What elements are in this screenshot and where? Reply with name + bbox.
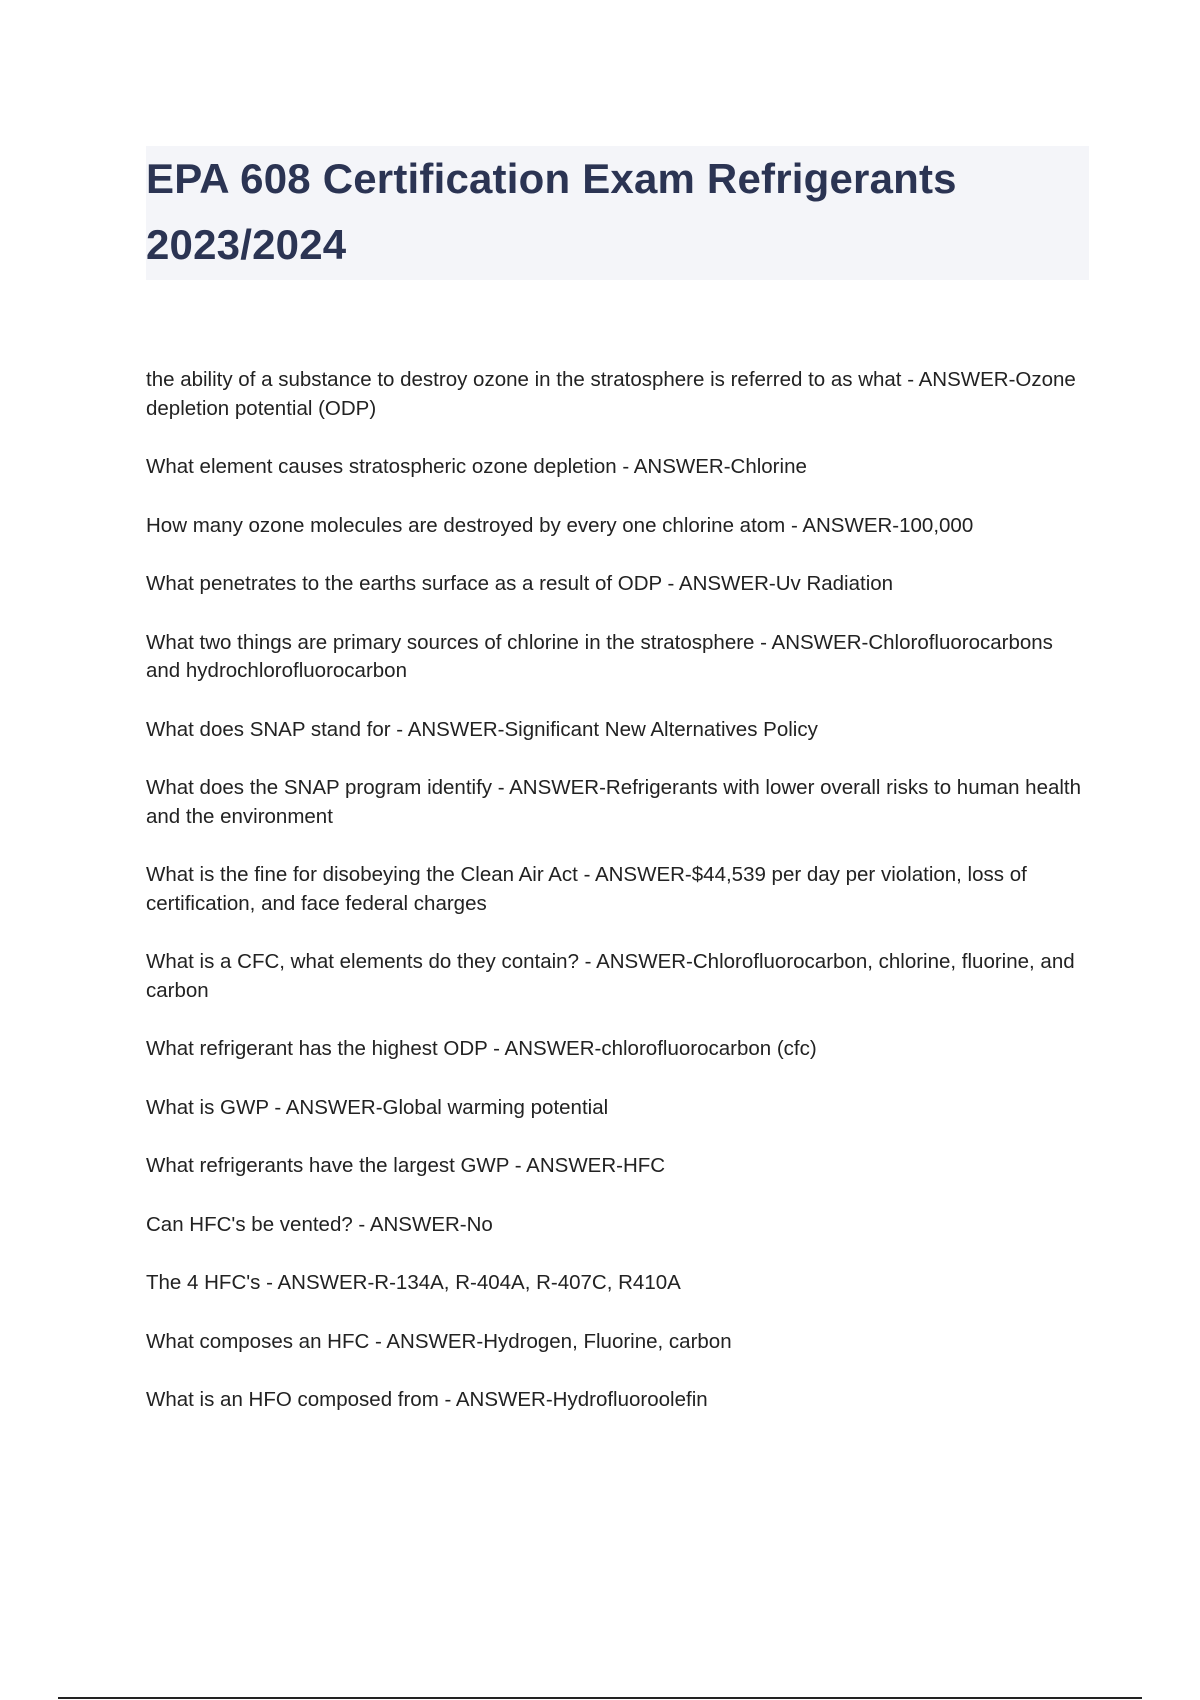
qa-item: What is an HFO composed from - ANSWER-Hydrofluoroolefin (146, 1388, 708, 1411)
qa-item: What refrigerants have the largest GWP - ANSWER-HFC (146, 1154, 666, 1177)
qa-item: What does SNAP stand for - ANSWER-Significant New Alternatives Policy (146, 717, 818, 741)
qa-item: What is a CFC, what elements do they contain? - ANSWER-Chlorofluorocarbon, chlorine, fluorine, and carbon (146, 950, 1075, 1002)
page-title: EPA 608 Certification Exam Refrigerants 2023/2024 (146, 155, 957, 268)
qa-item: What composes an HFC - ANSWER-Hydrogen, Fluorine, carbon (146, 1329, 732, 1353)
title-banner (146, 146, 1089, 280)
qa-item: What refrigerant has the highest ODP - ANSWER-chlorofluorocarbon (cfc) (146, 1037, 817, 1060)
qa-item: What element causes stratospheric ozone depletion - ANSWER-Chlorine (146, 455, 807, 478)
qa-item: The 4 HFC's - ANSWER-R-134A, R-404A, R-407C, R410A (146, 1271, 681, 1294)
qa-item: the ability of a substance to destroy ozone in the stratosphere is referred to as what - ANSWER-Ozone depletion potential (ODP) (146, 368, 1076, 420)
qa-item: What is the fine for disobeying the Clean Air Act - ANSWER-$44,539 per day per violation, loss of certification, and face federal charges (146, 863, 1027, 915)
qa-list (146, 366, 1086, 1445)
qa-item: What two things are primary sources of chlorine in the stratosphere - ANSWER-Chlorofluorocarbons and hydrochlorofluorocarbon (146, 630, 1053, 682)
qa-item: What penetrates to the earths surface as a result of ODP - ANSWER-Uv Radiation (146, 572, 894, 595)
qa-item: What does the SNAP program identify - ANSWER-Refrigerants with lower overall risks to human health and the environment (146, 776, 1082, 828)
qa-item: How many ozone molecules are destroyed by every one chlorine atom - ANSWER-100,000 (146, 513, 974, 537)
qa-item: Can HFC's be vented? - ANSWER-No (146, 1212, 493, 1236)
qa-item: What is GWP - ANSWER-Global warming potential (146, 1095, 609, 1119)
footer-divider (58, 1697, 1142, 1699)
